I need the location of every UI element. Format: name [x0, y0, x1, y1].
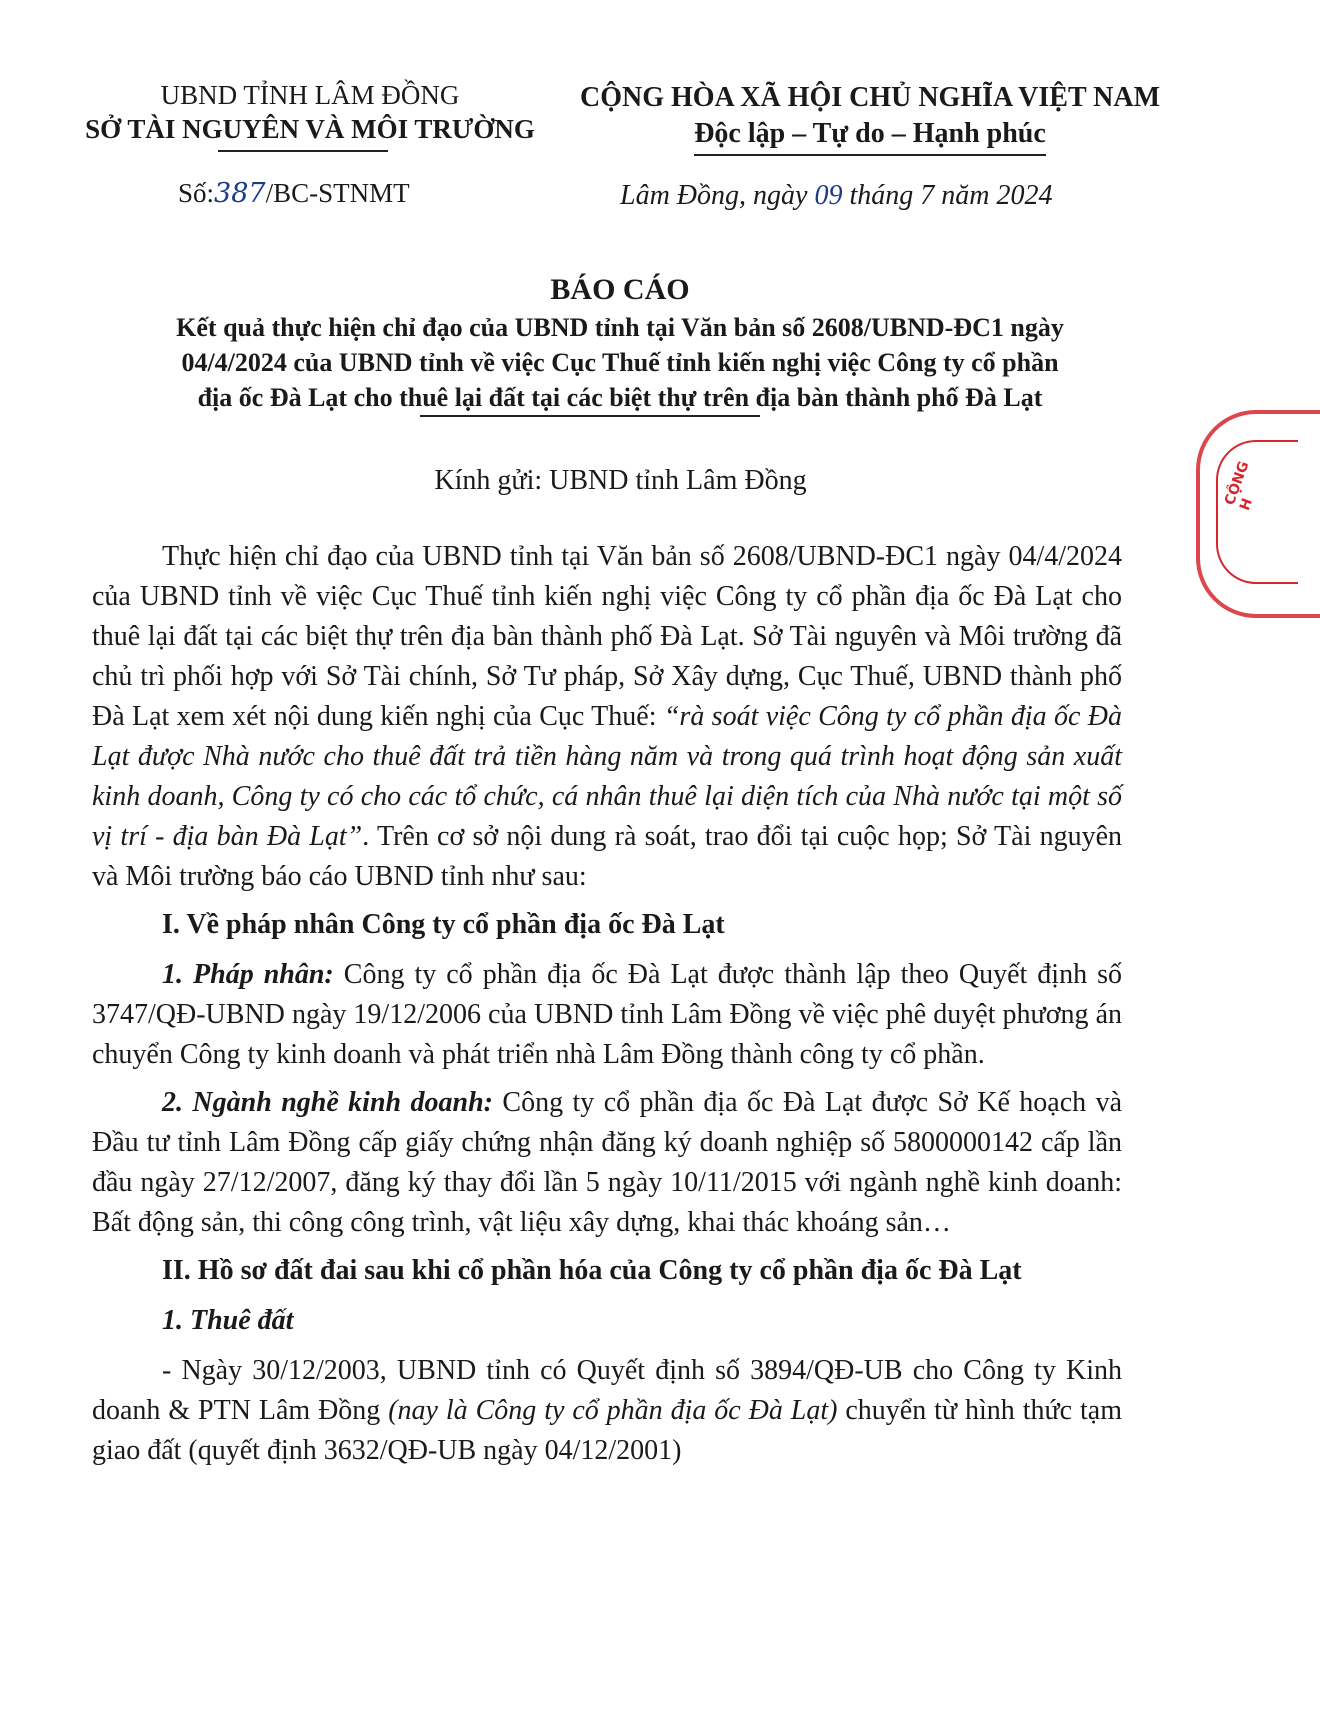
intro-paragraph: Thực hiện chỉ đạo của UBND tỉnh tại Văn bản số 2608/UBND-ĐC1 ngày 04/4/2024 của UBND tỉnh về việc Cục Thuế tỉnh kiến nghị việc Công ty cổ phần địa ốc Đà Lạt cho thuê lại đất tại các biệt thự trên địa bàn thành phố Đà Lạt. Sở Tài nguyên và Môi trường đã chủ trì phối hợp với Sở Tài chính, Sở Tư pháp, Sở Xây dựng, Cục Thuế, UBND thành phố Đà Lạt xem xét nội dung kiến nghị của Cục Thuế: “rà soát việc Công ty cổ phần địa ốc Đà Lạt được Nhà nước cho thuê đất trả tiền hàng năm và trong quá trình hoạt động sản xuất kinh doanh, Công ty có cho các tổ chức, cá nhân thuê lại diện tích của Nhà nước tại một số vị trí - địa bàn Đà Lạt”. Trên cơ sở nội dung rà soát, trao đổi tại cuộc họp; Sở Tài nguyên và Môi trường báo cáo UBND tỉnh như sau:: [92, 541, 1123, 892]
section-2-heading: II. Hồ sơ đất đai sau khi cổ phần hóa của Công ty cổ phần địa ốc Đà Lạt: [162, 1255, 1022, 1286]
section-1-heading: I. Về pháp nhân Công ty cổ phần địa ốc Đà Lạt: [162, 909, 725, 940]
section-2-paragraph-a: - Ngày 30/12/2003, UBND tỉnh có Quyết định số 3894/QĐ-UB cho Công ty Kinh doanh & PTN Lâm Đồng (nay là Công ty cổ phần địa ốc Đà Lạt) chuyển từ hình thức tạm giao đất (quyết định 3632/QĐ-UB ngày 04/12/2001): [92, 1355, 1123, 1466]
national-title: CỘNG HÒA XÃ HỘI CHỦ NGHĨA VIỆT NAM: [579, 82, 1161, 113]
handwritten-number: 387: [214, 178, 266, 209]
section-2-sub-1: 1. Thuê đất: [162, 1305, 294, 1336]
title-line-2: 04/4/2024 của UBND tỉnh về việc Cục Thuế tỉnh kiến nghị việc Công ty cổ phần: [181, 348, 1059, 377]
agency-name: SỞ TÀI NGUYÊN VÀ MÔI TRƯỜNG: [85, 114, 535, 144]
agency-header: [60, 78, 560, 146]
section-1-item-2: 2. Ngành nghề kinh doanh: Công ty cổ phần địa ốc Đà Lạt được Sở Kế hoạch và Đầu tư tỉnh Lâm Đồng cấp giấy chứng nhận đăng ký doanh nghiệp số 5800000142 cấp lần đầu ngày 27/12/2007, đăng ký thay đổi lần 5 ngày 10/11/2015 với ngành nghề kinh doanh: Bất động sản, thi công công trình, vật liệu xây dựng, khai thác khoáng sản…: [92, 1087, 1123, 1238]
recipient-line: Kính gửi: UBND tỉnh Lâm Đồng: [434, 465, 807, 496]
document-body: [92, 537, 1122, 1479]
title-main: BÁO CÁO: [550, 273, 690, 306]
header-underline: [218, 150, 388, 152]
title-underline: [420, 415, 760, 417]
red-seal-text: CỘNG H: [1221, 459, 1256, 513]
quoted-request: “rà soát việc Công ty cổ phần địa ốc Đà Lạt được Nhà nước cho thuê đất trả tiền hàng năm và trong quá trình hoạt động sản xuất kinh doanh, Công ty có cho các tổ chức, cá nhân thuê lại diện tích của Nhà nước tại một số vị trí - địa bàn Đà Lạt”: [92, 701, 1123, 852]
title-line-3: địa ốc Đà Lạt cho thuê lại đất tại các biệt thự trên địa bàn thành phố Đà Lạt: [197, 383, 1043, 412]
section-1-item-1: 1. Pháp nhân: Công ty cổ phần địa ốc Đà Lạt được thành lập theo Quyết định số 3747/QĐ-UBND ngày 19/12/2006 của UBND tỉnh Lâm Đồng về việc phê duyệt phương án chuyển Công ty kinh doanh và phát triển nhà Lâm Đồng thành công ty cổ phần.: [92, 959, 1122, 1070]
document-date: Lâm Đồng, ngày 09 tháng 7 năm 2024: [620, 180, 1053, 211]
document-number: Số:387/BC-STNMT: [178, 178, 410, 209]
national-motto: Độc lập – Tự do – Hạnh phúc: [694, 116, 1046, 156]
national-header: [555, 80, 1185, 156]
red-seal-inner-ring: [1216, 440, 1298, 584]
document-title: [60, 270, 1180, 417]
agency-parent: UBND TỈNH LÂM ĐỒNG: [160, 80, 460, 110]
handwritten-day: 09: [814, 180, 843, 211]
title-line-1: Kết quả thực hiện chỉ đạo của UBND tỉnh tại Văn bản số 2608/UBND-ĐC1 ngày: [176, 313, 1064, 342]
